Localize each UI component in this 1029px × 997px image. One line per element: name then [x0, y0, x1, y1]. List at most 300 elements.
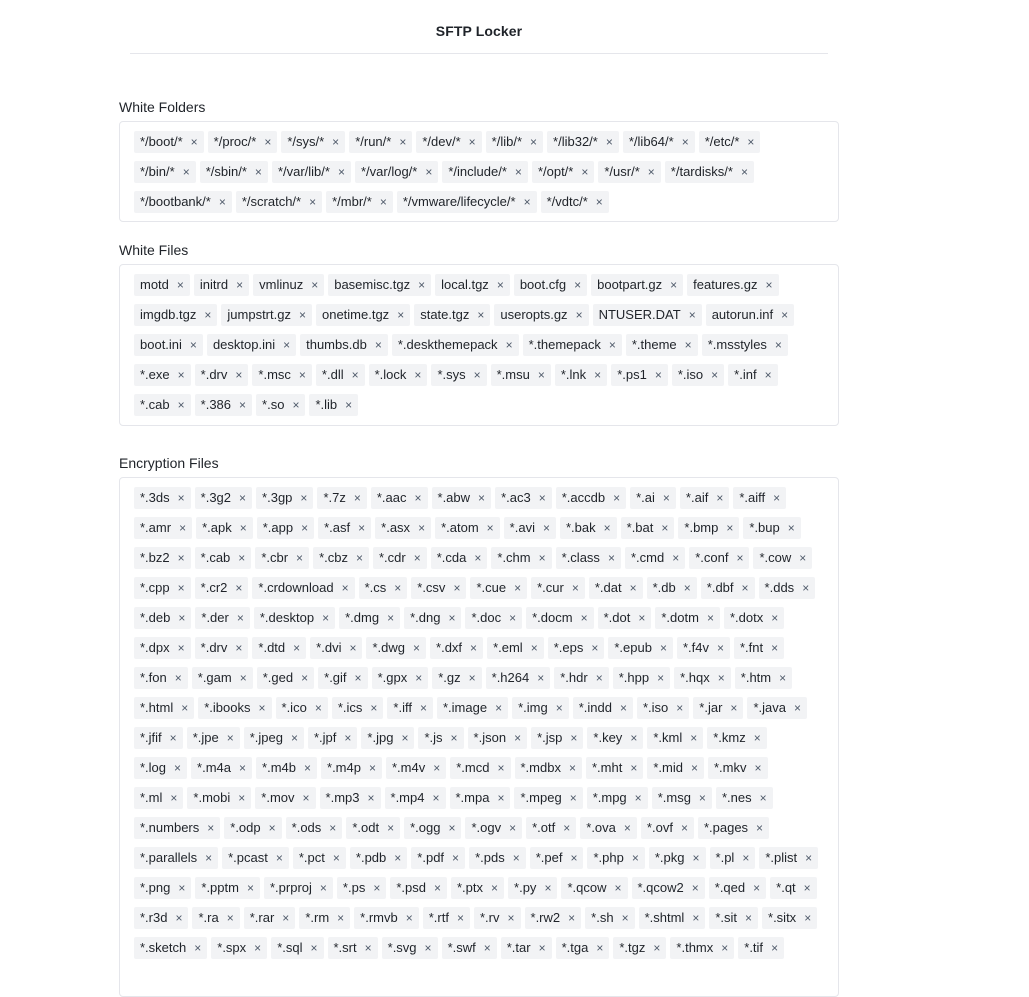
close-icon[interactable]: ×	[477, 308, 485, 322]
close-icon[interactable]: ×	[414, 491, 422, 505]
close-icon[interactable]: ×	[239, 671, 247, 685]
close-icon[interactable]: ×	[414, 368, 422, 382]
tag-chip	[404, 817, 461, 839]
tag-chip	[390, 877, 447, 899]
tag-label: *.dbf	[706, 580, 734, 595]
close-icon[interactable]: ×	[468, 671, 476, 685]
close-icon[interactable]: ×	[239, 521, 247, 535]
close-icon[interactable]: ×	[226, 911, 234, 925]
close-icon[interactable]: ×	[596, 941, 604, 955]
tag-chip	[361, 727, 414, 749]
close-icon[interactable]: ×	[771, 941, 779, 955]
tag-chip	[641, 817, 694, 839]
close-icon[interactable]: ×	[608, 338, 616, 352]
close-icon[interactable]: ×	[804, 911, 812, 925]
close-icon[interactable]: ×	[483, 941, 491, 955]
close-icon[interactable]: ×	[298, 368, 306, 382]
close-icon[interactable]: ×	[170, 791, 178, 805]
close-icon[interactable]: ×	[538, 551, 546, 565]
close-icon[interactable]: ×	[684, 338, 692, 352]
tag-chip	[491, 364, 551, 386]
close-icon[interactable]: ×	[309, 195, 317, 209]
close-icon[interactable]: ×	[275, 851, 283, 865]
close-icon[interactable]: ×	[631, 851, 639, 865]
tag-label: */bootbank/*	[140, 194, 211, 209]
close-icon[interactable]: ×	[344, 731, 352, 745]
tag-label: *.otf	[532, 820, 556, 835]
close-icon[interactable]: ×	[603, 521, 611, 535]
close-icon[interactable]: ×	[711, 368, 719, 382]
tag-label: *.thmx	[676, 940, 714, 955]
close-icon[interactable]: ×	[453, 581, 461, 595]
close-icon[interactable]: ×	[238, 791, 246, 805]
close-icon[interactable]: ×	[345, 398, 353, 412]
close-icon[interactable]: ×	[764, 368, 772, 382]
close-icon[interactable]: ×	[716, 641, 724, 655]
close-icon[interactable]: ×	[238, 551, 246, 565]
close-icon[interactable]: ×	[544, 881, 552, 895]
close-icon[interactable]: ×	[354, 671, 362, 685]
close-icon[interactable]: ×	[634, 791, 642, 805]
close-icon[interactable]: ×	[177, 641, 185, 655]
close-icon[interactable]: ×	[368, 761, 376, 775]
close-icon[interactable]: ×	[341, 581, 349, 595]
tag-chip	[593, 304, 702, 326]
close-icon[interactable]: ×	[349, 641, 357, 655]
close-icon[interactable]: ×	[654, 368, 662, 382]
close-icon[interactable]: ×	[581, 165, 589, 179]
close-icon[interactable]: ×	[301, 521, 309, 535]
close-icon[interactable]: ×	[716, 491, 724, 505]
tag-label: *.der	[201, 610, 229, 625]
close-icon[interactable]: ×	[374, 338, 382, 352]
close-icon[interactable]: ×	[569, 791, 577, 805]
tag-chip	[382, 937, 438, 959]
close-icon[interactable]: ×	[175, 911, 183, 925]
close-icon[interactable]: ×	[537, 671, 545, 685]
close-icon[interactable]: ×	[507, 911, 515, 925]
close-icon[interactable]: ×	[753, 881, 761, 895]
close-icon[interactable]: ×	[621, 911, 629, 925]
tag-label: *.rw2	[530, 910, 561, 925]
tag-chip	[134, 304, 217, 326]
close-icon[interactable]: ×	[282, 911, 290, 925]
close-icon[interactable]: ×	[530, 641, 538, 655]
close-icon[interactable]: ×	[509, 611, 517, 625]
close-icon[interactable]: ×	[310, 941, 318, 955]
close-icon[interactable]: ×	[424, 941, 432, 955]
close-icon[interactable]: ×	[367, 791, 375, 805]
close-icon[interactable]: ×	[353, 491, 361, 505]
close-icon[interactable]: ×	[793, 701, 801, 715]
close-icon[interactable]: ×	[332, 135, 340, 149]
close-icon[interactable]: ×	[619, 701, 627, 715]
close-icon[interactable]: ×	[662, 491, 670, 505]
close-icon[interactable]: ×	[296, 551, 304, 565]
tag-label: *.ac3	[501, 490, 531, 505]
close-icon[interactable]: ×	[580, 611, 588, 625]
close-icon[interactable]: ×	[235, 368, 243, 382]
tag-chip	[442, 161, 528, 183]
close-icon[interactable]: ×	[177, 551, 185, 565]
close-icon[interactable]: ×	[802, 581, 810, 595]
close-icon[interactable]: ×	[672, 551, 680, 565]
close-icon[interactable]: ×	[239, 398, 247, 412]
close-icon[interactable]: ×	[178, 611, 186, 625]
tag-chip	[512, 697, 569, 719]
close-icon[interactable]: ×	[756, 821, 764, 835]
close-icon[interactable]: ×	[530, 135, 538, 149]
close-icon[interactable]: ×	[236, 611, 244, 625]
close-icon[interactable]: ×	[491, 881, 499, 895]
close-icon[interactable]: ×	[538, 941, 546, 955]
close-icon[interactable]: ×	[300, 491, 308, 505]
close-icon[interactable]: ×	[736, 551, 744, 565]
close-icon[interactable]: ×	[399, 135, 407, 149]
close-icon[interactable]: ×	[425, 165, 433, 179]
close-icon[interactable]: ×	[450, 731, 458, 745]
close-icon[interactable]: ×	[448, 611, 456, 625]
close-icon[interactable]: ×	[774, 338, 782, 352]
tag-label: *.hpp	[618, 670, 650, 685]
close-icon[interactable]: ×	[657, 671, 665, 685]
close-icon[interactable]: ×	[254, 165, 262, 179]
close-icon[interactable]: ×	[370, 701, 378, 715]
close-icon[interactable]: ×	[290, 731, 298, 745]
close-icon[interactable]: ×	[523, 195, 531, 209]
close-icon[interactable]: ×	[468, 135, 476, 149]
close-icon[interactable]: ×	[607, 551, 615, 565]
close-icon[interactable]: ×	[236, 278, 244, 292]
tag-label: *.cab	[200, 550, 231, 565]
close-icon[interactable]: ×	[413, 641, 421, 655]
close-icon[interactable]: ×	[304, 761, 312, 775]
close-icon[interactable]: ×	[337, 911, 345, 925]
tag-label: *.ibooks	[204, 700, 251, 715]
close-icon[interactable]: ×	[181, 701, 189, 715]
tag-chip	[411, 847, 465, 869]
close-icon[interactable]: ×	[433, 881, 441, 895]
close-icon[interactable]: ×	[691, 881, 699, 895]
tag-label: *.qcow2	[637, 880, 684, 895]
close-icon[interactable]: ×	[745, 911, 753, 925]
close-icon[interactable]: ×	[742, 851, 750, 865]
close-icon[interactable]: ×	[514, 731, 522, 745]
close-icon[interactable]: ×	[659, 641, 667, 655]
close-icon[interactable]: ×	[478, 491, 486, 505]
close-icon[interactable]: ×	[497, 761, 505, 775]
close-icon[interactable]: ×	[332, 851, 340, 865]
close-icon[interactable]: ×	[169, 731, 177, 745]
close-icon[interactable]: ×	[787, 521, 795, 535]
close-icon[interactable]: ×	[473, 368, 481, 382]
close-icon[interactable]: ×	[373, 881, 381, 895]
close-icon[interactable]: ×	[355, 551, 363, 565]
close-icon[interactable]: ×	[329, 821, 337, 835]
close-icon[interactable]: ×	[614, 881, 622, 895]
close-icon[interactable]: ×	[351, 368, 359, 382]
tag-chip	[598, 161, 660, 183]
close-icon[interactable]: ×	[433, 761, 441, 775]
close-icon[interactable]: ×	[690, 761, 698, 775]
close-icon[interactable]: ×	[630, 761, 638, 775]
close-icon[interactable]: ×	[254, 941, 262, 955]
close-icon[interactable]: ×	[301, 671, 309, 685]
close-icon[interactable]: ×	[419, 701, 427, 715]
close-icon[interactable]: ×	[432, 791, 440, 805]
close-icon[interactable]: ×	[268, 821, 276, 835]
close-icon[interactable]: ×	[594, 368, 602, 382]
close-icon[interactable]: ×	[570, 851, 578, 865]
close-icon[interactable]: ×	[747, 135, 755, 149]
close-icon[interactable]: ×	[773, 491, 781, 505]
close-icon[interactable]: ×	[623, 821, 631, 835]
close-icon[interactable]: ×	[302, 791, 310, 805]
tag-label: *.swf	[447, 940, 476, 955]
close-icon[interactable]: ×	[486, 521, 494, 535]
close-icon[interactable]: ×	[258, 701, 266, 715]
tag-chip	[680, 487, 729, 509]
close-icon[interactable]: ×	[298, 308, 306, 322]
tag-label: *.ps	[342, 880, 366, 895]
white-folders-tag-input[interactable]	[119, 121, 839, 222]
close-icon[interactable]: ×	[692, 851, 700, 865]
tag-label: *.ps1	[617, 367, 647, 382]
close-icon[interactable]: ×	[174, 761, 182, 775]
close-icon[interactable]: ×	[765, 278, 773, 292]
close-icon[interactable]: ×	[575, 308, 583, 322]
close-icon[interactable]: ×	[364, 941, 372, 955]
close-icon[interactable]: ×	[771, 611, 779, 625]
tag-label: *.java	[753, 700, 786, 715]
close-icon[interactable]: ×	[401, 731, 409, 745]
close-icon[interactable]: ×	[754, 761, 762, 775]
close-icon[interactable]: ×	[314, 701, 322, 715]
close-icon[interactable]: ×	[740, 165, 748, 179]
close-icon[interactable]: ×	[571, 581, 579, 595]
close-icon[interactable]: ×	[688, 308, 696, 322]
close-icon[interactable]: ×	[456, 911, 464, 925]
close-icon[interactable]: ×	[605, 135, 613, 149]
close-icon[interactable]: ×	[805, 851, 813, 865]
close-icon[interactable]: ×	[683, 581, 691, 595]
close-icon[interactable]: ×	[653, 941, 661, 955]
close-icon[interactable]: ×	[174, 671, 182, 685]
close-icon[interactable]: ×	[205, 851, 213, 865]
close-icon[interactable]: ×	[717, 671, 725, 685]
close-icon[interactable]: ×	[207, 821, 215, 835]
close-icon[interactable]: ×	[692, 911, 700, 925]
tag-chip	[724, 607, 784, 629]
close-icon[interactable]: ×	[190, 135, 198, 149]
tag-chip	[299, 907, 350, 929]
encryption-files-tag-input[interactable]	[119, 477, 839, 997]
tag-chip	[630, 487, 676, 509]
tag-chip	[450, 757, 510, 779]
close-icon[interactable]: ×	[204, 308, 212, 322]
tag-label: *.deskthemepack	[397, 337, 498, 352]
tag-label: *.jar	[699, 700, 723, 715]
tag-chip	[134, 517, 192, 539]
close-icon[interactable]: ×	[514, 165, 522, 179]
tag-label: *.cpp	[140, 580, 170, 595]
tag-label: basemisc.tgz	[334, 277, 411, 292]
tag-chip	[350, 847, 407, 869]
close-icon[interactable]: ×	[379, 195, 387, 209]
tag-label: *.qt	[776, 880, 796, 895]
close-icon[interactable]: ×	[177, 398, 185, 412]
close-icon[interactable]: ×	[676, 701, 684, 715]
tag-chip	[252, 577, 354, 599]
tag-label: *.inf	[734, 367, 757, 382]
tag-label: *.mobi	[193, 790, 231, 805]
close-icon[interactable]: ×	[452, 851, 460, 865]
close-icon[interactable]: ×	[177, 368, 185, 382]
close-icon[interactable]: ×	[613, 491, 621, 505]
close-icon[interactable]: ×	[235, 641, 243, 655]
close-icon[interactable]: ×	[781, 308, 789, 322]
close-icon[interactable]: ×	[497, 791, 505, 805]
close-icon[interactable]: ×	[509, 821, 517, 835]
close-icon[interactable]: ×	[387, 611, 395, 625]
close-icon[interactable]: ×	[418, 278, 426, 292]
close-icon[interactable]: ×	[771, 641, 779, 655]
tag-chip	[337, 877, 386, 899]
close-icon[interactable]: ×	[189, 338, 197, 352]
close-icon[interactable]: ×	[179, 521, 187, 535]
close-icon[interactable]: ×	[779, 671, 787, 685]
tag-chip	[134, 607, 191, 629]
close-icon[interactable]: ×	[358, 521, 366, 535]
close-icon[interactable]: ×	[647, 165, 655, 179]
close-icon[interactable]: ×	[629, 581, 637, 595]
close-icon[interactable]: ×	[568, 761, 576, 775]
close-icon[interactable]: ×	[239, 491, 247, 505]
close-icon[interactable]: ×	[563, 821, 571, 835]
close-icon[interactable]: ×	[753, 731, 761, 745]
close-icon[interactable]: ×	[630, 731, 638, 745]
tag-chip	[134, 877, 191, 899]
close-icon[interactable]: ×	[670, 278, 678, 292]
close-icon[interactable]: ×	[690, 731, 698, 745]
close-icon[interactable]: ×	[319, 881, 327, 895]
close-icon[interactable]: ×	[730, 701, 738, 715]
close-icon[interactable]: ×	[218, 195, 226, 209]
tag-label: NTUSER.DAT	[598, 307, 681, 322]
tag-chip	[523, 334, 622, 356]
close-icon[interactable]: ×	[177, 491, 185, 505]
close-icon[interactable]: ×	[741, 581, 749, 595]
close-icon[interactable]: ×	[680, 821, 688, 835]
close-icon[interactable]: ×	[178, 881, 186, 895]
close-icon[interactable]: ×	[698, 791, 706, 805]
close-icon[interactable]: ×	[661, 521, 669, 535]
tag-label: *.pef	[535, 850, 563, 865]
close-icon[interactable]: ×	[448, 821, 456, 835]
tag-label: *.eml	[493, 640, 523, 655]
close-icon[interactable]: ×	[246, 881, 254, 895]
close-icon[interactable]: ×	[537, 368, 545, 382]
tag-chip	[508, 877, 557, 899]
close-icon[interactable]: ×	[293, 641, 301, 655]
close-icon[interactable]: ×	[726, 521, 734, 535]
close-icon[interactable]: ×	[177, 581, 185, 595]
close-icon[interactable]: ×	[803, 881, 811, 895]
close-icon[interactable]: ×	[570, 731, 578, 745]
close-icon[interactable]: ×	[595, 195, 603, 209]
tag-chip	[372, 667, 429, 689]
close-icon[interactable]: ×	[394, 581, 402, 595]
tag-chip	[728, 364, 777, 386]
tag-label: thumbs.db	[306, 337, 367, 352]
tag-label: */lib32/*	[553, 134, 598, 149]
tag-label: *.dds	[764, 580, 795, 595]
close-icon[interactable]: ×	[387, 821, 395, 835]
white-files-tag-input[interactable]	[119, 264, 839, 426]
close-icon[interactable]: ×	[470, 641, 478, 655]
close-icon[interactable]: ×	[311, 278, 319, 292]
close-icon[interactable]: ×	[322, 611, 330, 625]
close-icon[interactable]: ×	[182, 165, 190, 179]
close-icon[interactable]: ×	[595, 671, 603, 685]
close-icon[interactable]: ×	[235, 581, 243, 595]
close-icon[interactable]: ×	[176, 278, 184, 292]
close-icon[interactable]: ×	[514, 581, 522, 595]
close-icon[interactable]: ×	[638, 611, 646, 625]
close-icon[interactable]: ×	[759, 791, 767, 805]
close-icon[interactable]: ×	[555, 701, 563, 715]
close-icon[interactable]: ×	[226, 731, 234, 745]
close-icon[interactable]: ×	[337, 165, 345, 179]
close-icon[interactable]: ×	[194, 941, 202, 955]
tag-label: */lib64/*	[628, 134, 674, 149]
close-icon[interactable]: ×	[505, 338, 513, 352]
close-icon[interactable]: ×	[394, 851, 402, 865]
close-icon[interactable]: ×	[474, 551, 482, 565]
close-icon[interactable]: ×	[292, 398, 300, 412]
tag-chip	[326, 191, 393, 213]
tag-label: *.cr2	[200, 580, 228, 595]
tag-label: *.msstyles	[707, 337, 767, 352]
close-icon[interactable]: ×	[415, 671, 423, 685]
page-header	[130, 0, 828, 54]
tag-chip	[487, 637, 544, 659]
close-icon[interactable]: ×	[568, 911, 576, 925]
close-icon[interactable]: ×	[495, 701, 503, 715]
close-icon[interactable]: ×	[512, 851, 520, 865]
close-icon[interactable]: ×	[591, 641, 599, 655]
tag-chip	[532, 161, 594, 183]
close-icon[interactable]: ×	[418, 521, 426, 535]
tag-label: *.odt	[352, 820, 380, 835]
close-icon[interactable]: ×	[538, 491, 546, 505]
close-icon[interactable]: ×	[542, 521, 550, 535]
close-icon[interactable]: ×	[283, 338, 291, 352]
close-icon[interactable]: ×	[405, 911, 413, 925]
close-icon[interactable]: ×	[574, 278, 582, 292]
close-icon[interactable]: ×	[397, 308, 405, 322]
close-icon[interactable]: ×	[721, 941, 729, 955]
close-icon[interactable]: ×	[706, 611, 714, 625]
tag-chip	[236, 191, 322, 213]
close-icon[interactable]: ×	[239, 761, 247, 775]
close-icon[interactable]: ×	[264, 135, 272, 149]
close-icon[interactable]: ×	[799, 551, 807, 565]
close-icon[interactable]: ×	[681, 135, 689, 149]
close-icon[interactable]: ×	[496, 278, 504, 292]
tag-chip	[637, 697, 689, 719]
close-icon[interactable]: ×	[413, 551, 421, 565]
